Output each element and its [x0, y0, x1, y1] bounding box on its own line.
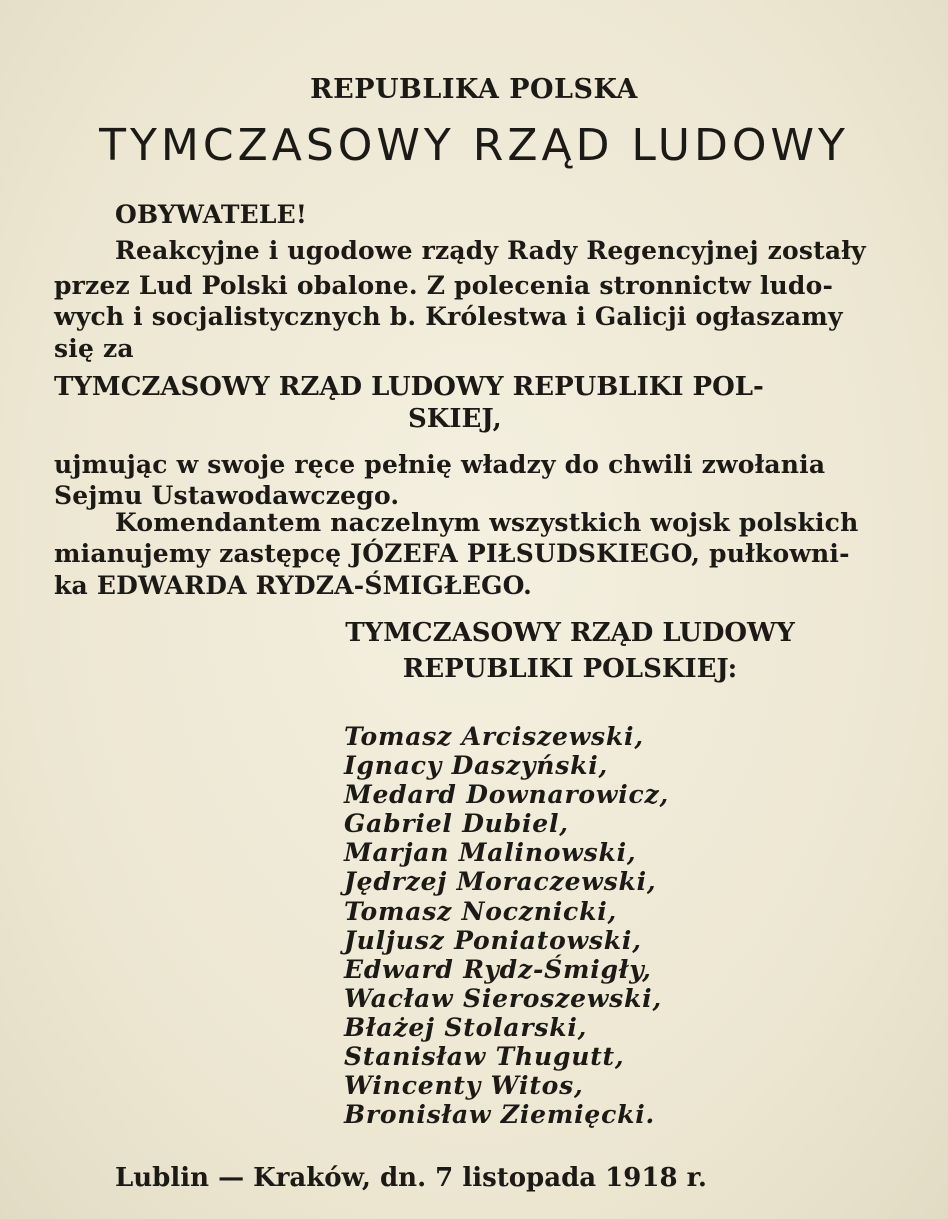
paragraph-line: Sejmu Ustawodawczego. — [54, 481, 400, 510]
signatory-name: Tomasz Arciszewski, — [344, 722, 644, 751]
paragraph-line: mianujemy zastępcę JÓZEFA PIŁSUDSKIEGO, pułkowni- — [54, 539, 850, 568]
signatory-name: Edward Rydz-Śmigły, — [344, 954, 652, 984]
signatory-name: Stanisław Thugutt, — [344, 1042, 625, 1072]
place-and-date: Lublin — Kraków, dn. 7 listopada 1918 r. — [115, 1163, 707, 1193]
signatory-name: Medard Downarowicz, — [344, 780, 670, 810]
paragraph-line: ujmując w swoje ręce pełnię władzy do chwili zwołania — [54, 450, 826, 479]
declaration-line: SKIEJ, — [408, 404, 502, 434]
salutation: OBYWATELE! — [115, 200, 308, 229]
signature-heading: REPUBLIKI POLSKIEJ: — [402, 654, 738, 684]
declaration-line: TYMCZASOWY RZĄD LUDOWY REPUBLIKI POL- — [54, 372, 764, 402]
signatory-name: Wacław Sieroszewski, — [344, 983, 662, 1013]
signatory-list — [344, 722, 669, 1129]
paragraph-line: wych i socjalistycznych b. Królestwa i Galicji ogłaszamy — [54, 302, 843, 331]
signatory-name: Błażej Stolarski, — [344, 1012, 588, 1042]
paragraph-line: przez Lud Polski obalone. Z polecenia stronnictw ludo- — [54, 271, 834, 300]
signatory-name: Jędrzej Moraczewski, — [344, 867, 657, 897]
signatory-name: Tomasz Nocznicki, — [344, 896, 617, 926]
signature-heading: TYMCZASOWY RZĄD LUDOWY — [345, 618, 795, 648]
signatory-name: Marjan Malinowski, — [344, 838, 637, 868]
government-title: TYMCZASOWY RZĄD LUDOWY — [99, 120, 849, 171]
paragraph-line: Komendantem naczelnym wszystkich wojsk polskich — [115, 508, 859, 537]
signatory-name: Bronisław Ziemięcki. — [344, 1100, 656, 1130]
republic-heading: REPUBLIKA POLSKA — [310, 74, 638, 105]
paragraph-line: ka EDWARDA RYDZA-ŚMIGŁEGO. — [54, 571, 533, 600]
paragraph-line: się za — [54, 334, 134, 363]
signatory-name: Gabriel Dubiel, — [344, 809, 569, 839]
paragraph-line: Reakcyjne i ugodowe rządy Rady Regencyjnej zostały — [115, 236, 866, 265]
signatory-name: Juljusz Poniatowski, — [344, 925, 642, 955]
signatory-name: Wincenty Witos, — [344, 1071, 584, 1101]
signatory-name: Ignacy Daszyński, — [344, 751, 609, 781]
